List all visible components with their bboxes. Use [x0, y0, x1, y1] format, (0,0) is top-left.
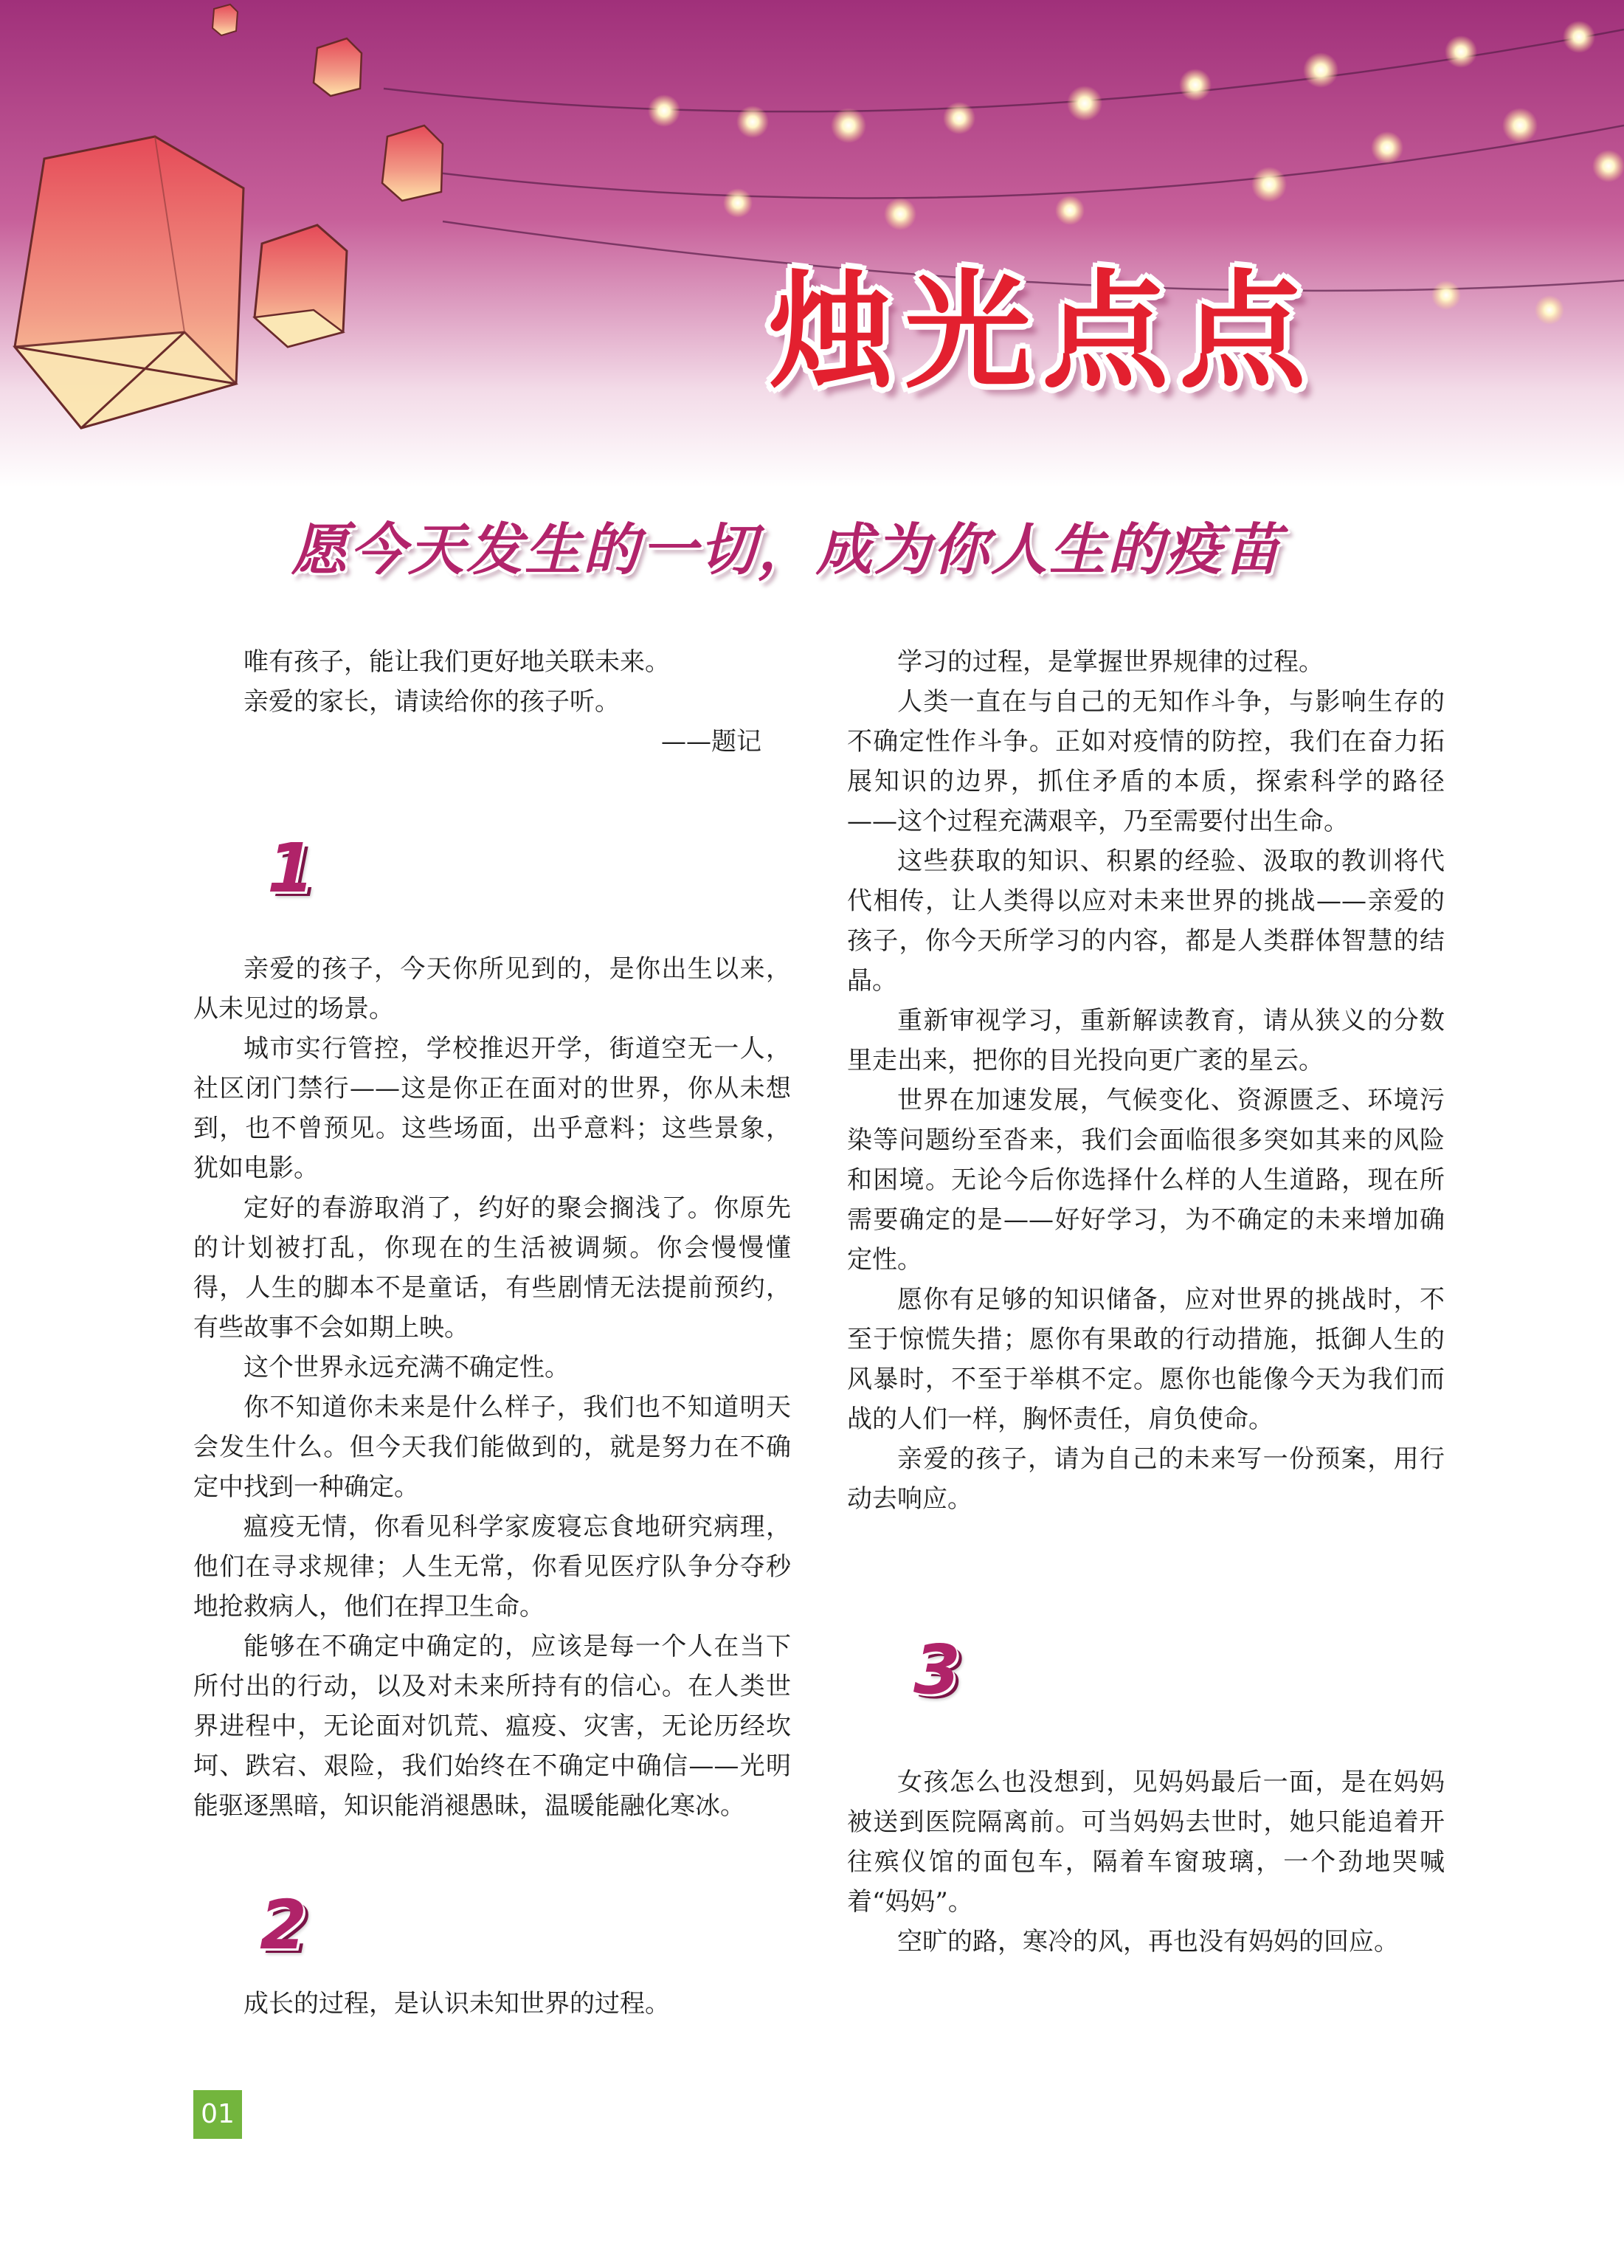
paragraph: 世界在加速发展，气候变化、资源匮乏、环境污染等问题纷至沓来，我们会面临很多突如其来的风险和困境。无论今后你选择什么样的人生道路，现在所需要确定的是——好好学习，为不确定的未来增加确定性。 — [847, 1086, 1445, 1275]
paragraph: 学习的过程，是掌握世界规律的过程。 — [897, 647, 1324, 677]
intro-line: 唯有孩子，能让我们更好地关联未来。 — [243, 647, 670, 677]
paragraph: 亲爱的孩子，今天你所见到的，是你出生以来，从未见过的场景。 — [193, 954, 791, 1024]
right-column — [847, 642, 1445, 1962]
page-number-badge: 01 — [193, 2090, 242, 2139]
paragraph: 能够在不确定中确定的，应该是每一个人在当下所付出的行动，以及对未来所持有的信心。在人类世界进程中，无论面对饥荒、瘟疫、灾害，无论历经坎坷、跌宕、艰险，我们始终在不确定中确信——光明能驱逐黑暗，知识能消褪愚昧，温暖能融化寒冰。 — [193, 1632, 791, 1821]
paragraph: 重新审视学习，重新解读教育，请从狭义的分数里走出来，把你的目光投向更广袤的星云。 — [847, 1006, 1445, 1075]
paragraph: 城市实行管控，学校推迟开学，街道空无一人，社区闭门禁行——这是你正在面对的世界，你从未想到，也不曾预见。这些场面，出乎意料；这些景象，犹如电影。 — [193, 1034, 791, 1183]
page-subtitle: 愿今天发生的一切，成为你人生的疫苗 — [291, 517, 1282, 582]
paragraph: 这个世界永远充满不确定性。 — [243, 1353, 570, 1382]
page-title: 烛光点点 — [767, 258, 1316, 406]
paragraph: 瘟疫无情，你看见科学家废寝忘食地研究病理，他们在寻求规律；人生无常，你看见医疗队争分夺秒地抢救病人，他们在捍卫生命。 — [193, 1512, 791, 1621]
paragraph: 愿你有足够的知识储备，应对世界的挑战时，不至于惊慌失措；愿你有果敢的行动措施，抵御人生的风暴时，不至于举棋不定。愿你也能像今天为我们而战的人们一样，胸怀责任，肩负使命。 — [847, 1285, 1445, 1434]
paragraph: 亲爱的孩子，请为自己的未来写一份预案，用行动去响应。 — [847, 1444, 1445, 1514]
intro-signature: ——题记 — [661, 727, 761, 756]
section-number-3: 3 — [913, 1630, 961, 1709]
paragraph: 你不知道你未来是什么样子，我们也不知道明天会发生什么。但今天我们能做到的，就是努力在不确定中找到一种确定。 — [193, 1393, 791, 1502]
paragraph: 女孩怎么也没想到，见妈妈最后一面，是在妈妈被送到医院隔离前。可当妈妈去世时，她只能追着开往殡仪馆的面包车，隔着车窗玻璃，一个劲地哭喊着“妈妈”。 — [847, 1768, 1445, 1917]
paragraph: 定好的春游取消了，约好的聚会搁浅了。你原先的计划被打乱，你现在的生活被调频。你会慢慢懂得，人生的脚本不是童话，有些剧情无法提前预约，有些故事不会如期上映。 — [193, 1193, 791, 1342]
paragraph: 空旷的路，寒冷的风，再也没有妈妈的回应。 — [897, 1927, 1399, 1957]
left-column — [193, 642, 791, 2024]
section-number-1: 1 — [267, 829, 315, 908]
paragraph: 成长的过程，是认识未知世界的过程。 — [243, 1989, 670, 2019]
section-number-2: 2 — [260, 1886, 308, 1965]
paragraph: 人类一直在与自己的无知作斗争，与影响生存的不确定性作斗争。正如对疫情的防控，我们在奋力拓展知识的边界，抓住矛盾的本质，探索科学的路径——这个过程充满艰辛，乃至需要付出生命。 — [847, 687, 1445, 836]
intro-line: 亲爱的家长，请读给你的孩子听。 — [243, 687, 620, 717]
paragraph: 这些获取的知识、积累的经验、汲取的教训将代代相传，让人类得以应对未来世界的挑战——亲爱的孩子，你今天所学习的内容，都是人类群体智慧的结晶。 — [847, 847, 1445, 996]
